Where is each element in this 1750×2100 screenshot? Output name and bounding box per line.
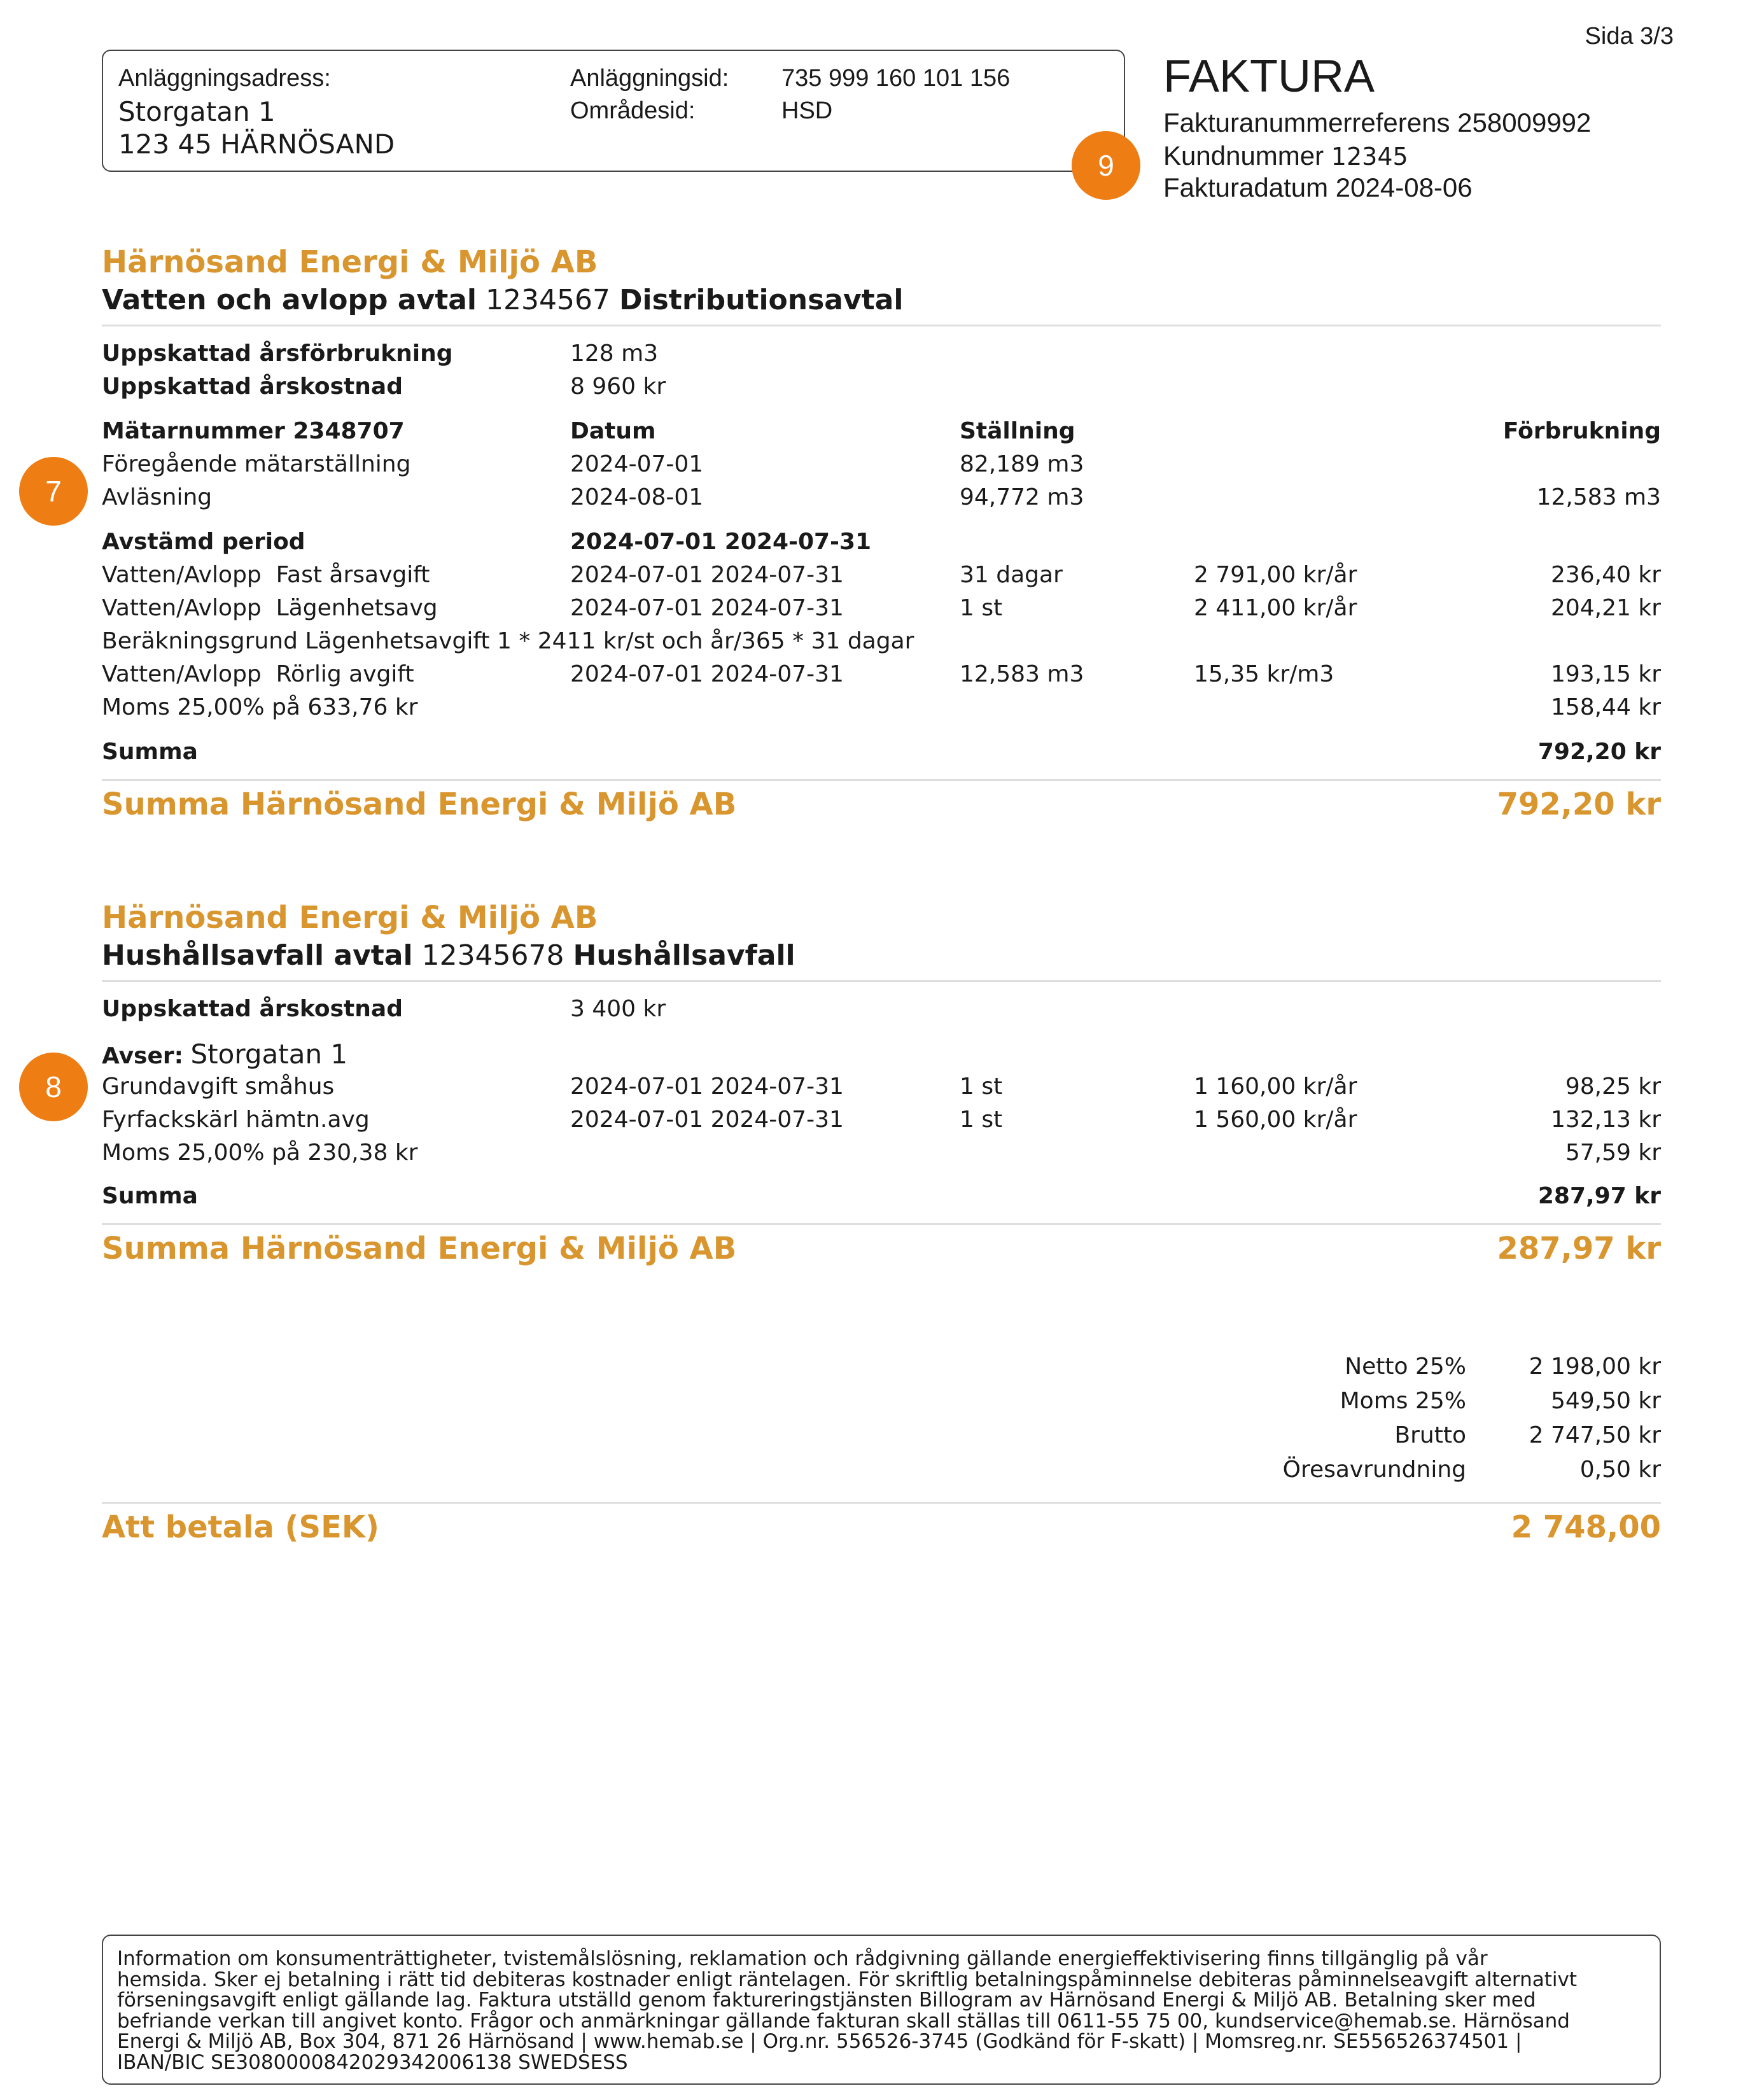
- meter-row-reading: 94,772 m3: [960, 484, 1084, 510]
- totals-label: Netto 25%: [1345, 1354, 1466, 1380]
- invoice-ref: [1163, 109, 1591, 136]
- vat-amount: 57,59 kr: [1565, 1140, 1661, 1166]
- site-id-value: 735 999 160 101 156: [781, 65, 1011, 92]
- meter-row-reading: 82,189 m3: [960, 451, 1084, 477]
- invoice-title: FAKTURA: [1163, 51, 1375, 102]
- charge-line-period: 2024-07-01 2024-07-31: [570, 1107, 844, 1133]
- charge-line-qty: 1 st: [960, 1107, 1003, 1133]
- meter-row-label: Avläsning: [102, 484, 213, 510]
- invoice-ref-value: 258009992: [1457, 108, 1592, 137]
- invoice-ref-label: Fakturanummerreferens: [1163, 108, 1450, 137]
- footer-line: förseningsavgift enligt gällande lag. Faktura utställd genom faktureringstjänsten Billogram av Härnösand Energi & Miljö AB. Betalning sker med: [117, 1989, 1536, 2012]
- section2-total-divider: [102, 1223, 1661, 1225]
- address-label: Anläggningsadress:: [118, 65, 331, 92]
- section2-agreement-type: Hushållsavfall: [573, 939, 795, 972]
- footer-line: befriande verkan till angivet konto. Frågor och anmärkningar gällande fakturan skall ställas till 0611-55 75 00, kundservice@hemab.se. Härnösand: [117, 2009, 1570, 2033]
- section1-agreement-no: 1234567: [486, 284, 610, 316]
- section2-agreement: [102, 939, 795, 972]
- totals-value: 2 747,50 kr: [1529, 1422, 1661, 1448]
- section1-company: Härnösand Energi & Miljö AB: [102, 244, 598, 280]
- charge-line-label: Vatten/Avlopp Lägenhetsavg: [102, 595, 438, 621]
- charge-line-label: Vatten/Avlopp Rörlig avgift: [102, 661, 414, 687]
- period-value: 2024-07-01 2024-07-31: [570, 529, 872, 555]
- charge-line-qty: 1 st: [960, 1074, 1003, 1100]
- charge-line-price: 1 160,00 kr/år: [1194, 1074, 1357, 1100]
- charge-line-qty: 1 st: [960, 595, 1003, 621]
- concerns-value: Storgatan 1: [190, 1039, 348, 1070]
- vat-label: Moms 25,00% på 633,76 kr: [102, 694, 418, 720]
- meter-row-date: 2024-08-01: [570, 484, 704, 510]
- totals-label: Öresavrundning: [1282, 1457, 1466, 1483]
- section1-total-value: 792,20 kr: [1497, 787, 1661, 822]
- calc-note: Beräkningsgrund Lägenhetsavgift 1 * 2411 kr/st och år/365 * 31 dagar: [102, 628, 914, 654]
- callout-badge-9: 9: [1072, 131, 1140, 200]
- charge-line-price: 2 791,00 kr/år: [1194, 562, 1357, 588]
- totals-label: Brutto: [1394, 1422, 1466, 1448]
- area-id-value: HSD: [781, 97, 833, 124]
- invoice-date-value: 2024-08-06: [1335, 172, 1473, 202]
- charge-line-amount: 98,25 kr: [1565, 1074, 1661, 1100]
- s1-est-cost-value: 8 960 kr: [570, 374, 666, 400]
- pay-divider: [102, 1502, 1661, 1504]
- charge-line-qty: 12,583 m3: [960, 661, 1084, 687]
- page-number: [1483, 24, 1674, 48]
- totals-value: 2 198,00 kr: [1529, 1354, 1661, 1380]
- concerns-label: Avser:: [102, 1043, 184, 1069]
- footer-line: IBAN/BIC SE3080000842029342006138 SWEDSESS: [117, 2050, 628, 2074]
- charge-line-price: 2 411,00 kr/år: [1194, 595, 1357, 621]
- section1-agreement-type: Distributionsavtal: [619, 284, 904, 316]
- callout-badge-7: 7: [19, 457, 88, 526]
- charge-line-period: 2024-07-01 2024-07-31: [570, 562, 844, 588]
- s2-est-cost-value: 3 400 kr: [570, 996, 666, 1022]
- period-label: Avstämd period: [102, 529, 305, 555]
- charge-line-amount: 193,15 kr: [1550, 661, 1661, 687]
- charge-line-period: 2024-07-01 2024-07-31: [570, 661, 844, 687]
- area-id-label: Områdesid:: [570, 97, 696, 124]
- customer-number-label: Kundnummer: [1163, 141, 1324, 171]
- charge-line-period: 2024-07-01 2024-07-31: [570, 595, 844, 621]
- sum-label: Summa: [102, 1183, 198, 1209]
- callout-badge-8: 8: [19, 1053, 88, 1121]
- vat-amount: 158,44 kr: [1550, 694, 1661, 720]
- invoice-date-label: Fakturadatum: [1163, 172, 1329, 202]
- footer-line: Information om konsumenträttigheter, tvistemålslösning, reklamation och rådgivning gällande energieffektivisering finns tillgänglig på vår: [117, 1947, 1488, 1970]
- charge-line-amount: 132,13 kr: [1550, 1107, 1661, 1133]
- charge-line-amount: 236,40 kr: [1550, 562, 1661, 588]
- section2-agreement-no: 12345678: [421, 939, 564, 972]
- meter-row-usage: 12,583 m3: [1536, 484, 1661, 510]
- meter-row-date: 2024-07-01: [570, 451, 704, 477]
- concerns: [102, 1041, 347, 1068]
- address-street: Storgatan 1: [118, 96, 276, 127]
- customer-number: [1163, 143, 1408, 169]
- site-id-label: Anläggningsid:: [570, 65, 729, 92]
- section2-total-label: Summa Härnösand Energi & Miljö AB: [102, 1231, 737, 1266]
- meter-usage-header: Förbrukning: [1502, 418, 1661, 444]
- section1-total-divider: [102, 779, 1661, 781]
- charge-line-label: Vatten/Avlopp Fast årsavgift: [102, 562, 430, 588]
- s2-est-cost-label: Uppskattad årskostnad: [102, 996, 403, 1022]
- charge-line-qty: 31 dagar: [960, 562, 1063, 588]
- totals-label: Moms 25%: [1340, 1388, 1466, 1414]
- totals-value: 549,50 kr: [1550, 1388, 1661, 1414]
- charge-line-price: 1 560,00 kr/år: [1194, 1107, 1357, 1133]
- sum-value: 287,97 kr: [1537, 1183, 1661, 1209]
- invoice-date: [1163, 174, 1473, 201]
- section2-agreement-label: Hushållsavfall avtal: [102, 939, 413, 972]
- s1-est-cost-label: Uppskattad årskostnad: [102, 374, 403, 400]
- section1-total-label: Summa Härnösand Energi & Miljö AB: [102, 787, 737, 822]
- sum-label: Summa: [102, 739, 198, 765]
- s1-est-usage-value: 128 m3: [570, 340, 659, 367]
- section2-company: Härnösand Energi & Miljö AB: [102, 900, 598, 935]
- meter-reading-header: Ställning: [960, 418, 1075, 444]
- s1-est-usage-label: Uppskattad årsförbrukning: [102, 340, 453, 367]
- section1-agreement-label: Vatten och avlopp avtal: [102, 284, 477, 316]
- totals-value: 0,50 kr: [1579, 1457, 1661, 1483]
- address-postal: 123 45 HÄRNÖSAND: [118, 129, 395, 160]
- section2-total-value: 287,97 kr: [1497, 1231, 1661, 1266]
- pay-value: 2 748,00: [1511, 1509, 1661, 1545]
- meter-row-label: Föregående mätarställning: [102, 451, 411, 477]
- section1-divider: [102, 325, 1661, 326]
- vat-label: Moms 25,00% på 230,38 kr: [102, 1140, 418, 1166]
- section1-agreement: [102, 286, 903, 314]
- footer-line: hemsida. Sker ej betalning i rätt tid debiteras kostnader enligt räntelagen. För skriftlig betalningspåminnelse debiteras påminnelseavgift alternativt: [117, 1968, 1577, 1991]
- pay-label: Att betala (SEK): [102, 1509, 379, 1545]
- charge-line-label: Fyrfackskärl hämtn.avg: [102, 1107, 370, 1133]
- section2-divider: [102, 980, 1661, 982]
- charge-line-period: 2024-07-01 2024-07-31: [570, 1074, 844, 1100]
- footer-line: Energi & Miljö AB, Box 304, 871 26 Härnösand | www.hemab.se | Org.nr. 556526-3745 (Godkänd för F-skatt) | Momsreg.nr. SE556526374501 |: [117, 2030, 1522, 2053]
- footer-text: [117, 1949, 1657, 2073]
- sum-value: 792,20 kr: [1537, 739, 1661, 765]
- page-number-text: Sida 3/3: [1585, 23, 1674, 50]
- meter-date-header: Datum: [570, 418, 656, 444]
- charge-line-amount: 204,21 kr: [1550, 595, 1661, 621]
- charge-line-price: 15,35 kr/m3: [1194, 661, 1334, 687]
- meter-number-header: Mätarnummer 2348707: [102, 418, 405, 444]
- customer-number-value: 12345: [1331, 143, 1408, 171]
- charge-line-label: Grundavgift småhus: [102, 1074, 335, 1100]
